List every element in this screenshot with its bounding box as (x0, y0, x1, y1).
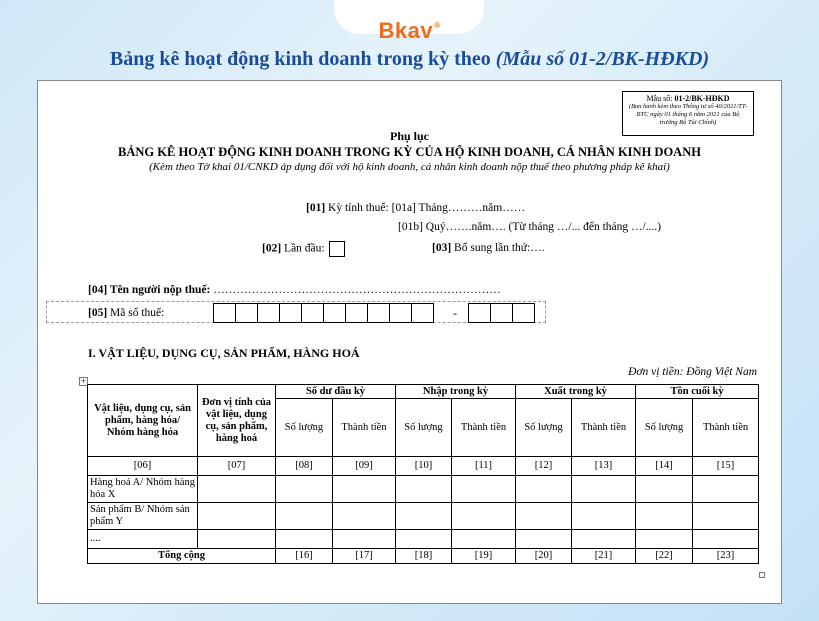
registered-mark: ® (434, 21, 441, 30)
section-1-title: I. VẬT LIỆU, DỤNG CỤ, SẢN PHẨM, HÀNG HOÁ (88, 346, 360, 360)
table-resize-handle-icon[interactable] (759, 572, 765, 578)
sub-amount: Thành tiền (333, 399, 396, 457)
taxpayer-name-line: [04] Tên người nộp thuế: ………………………………………………………………… (88, 284, 501, 296)
code-row: [06] [07] [08] [09] [10] [11] [12] [13] [14] [15] (88, 457, 759, 476)
document-heading: BẢNG KÊ HOẠT ĐỘNG KINH DOANH TRONG KỲ CỦA HỘ KINH DOANH, CÁ NHÂN KINH DOANH (118, 145, 701, 159)
supplement-line: [03] Bổ sung lần thứ:…. (432, 242, 545, 254)
tax-code-label: [05] Mã số thuế: (88, 307, 165, 319)
tax-period-line: [01] Kỳ tính thuế: [01a] Tháng………năm…… (306, 202, 526, 214)
tax-code-cells[interactable] (214, 303, 434, 323)
banner-title (0, 48, 819, 71)
first-time-checkbox[interactable] (329, 241, 345, 257)
currency-unit: Đơn vị tiền: Đồng Việt Nam (628, 366, 757, 378)
banner-title-plain: Bảng kê hoạt động kinh doanh trong kỳ theo (109, 48, 491, 70)
col-unit-header: Đơn vị tính của vật liệu, dụng cụ, sản phẩm, hàng hoá (198, 385, 276, 457)
group-exports: Xuất trong kỳ (516, 385, 636, 399)
table-move-handle-icon[interactable]: + (80, 377, 87, 385)
form-code: Mẫu số: 01-2/BK-HĐKD (646, 94, 730, 103)
table-row: Sản phẩm B/ Nhóm sản phẩm Y (88, 503, 759, 530)
sub-qty: Số lượng (276, 399, 333, 457)
sub-amount: Thành tiền (693, 399, 759, 457)
table-row: Hàng hoá A/ Nhóm hàng hóa X (88, 476, 759, 503)
sub-qty: Số lượng (516, 399, 572, 457)
appendix-title: Phụ lục (389, 129, 429, 143)
first-time-line: [02] Lần đầu: (262, 241, 345, 257)
sub-qty: Số lượng (636, 399, 693, 457)
table-row: .... (88, 530, 759, 549)
form-code-note: (Ban hành kèm theo Thông tư số 40/2021/TT-BTC ngày 01 tháng 6 năm 2021 của Bộ trưởng Bộ Tài Chính) (628, 103, 748, 126)
document-subheading: (Kèm theo Tờ khai 01/CNKD áp dụng đối với hộ kinh doanh, cá nhân kinh doanh nộp thuế theo phương pháp kê khai) (149, 161, 670, 173)
tax-code-separator: - (453, 306, 457, 320)
group-imports: Nhập trong kỳ (396, 385, 516, 399)
form-document (37, 80, 782, 604)
tax-quarter-line: [01b] Quý…….năm…. (Từ tháng …/... đến tháng …/....) (398, 221, 662, 233)
inventory-table (87, 384, 759, 564)
sub-amount: Thành tiền (572, 399, 636, 457)
total-row: Tổng cộng [16] [17] [18] [19] [20] [21] [22] [23] (88, 549, 759, 564)
sub-amount: Thành tiền (452, 399, 516, 457)
group-opening-balance: Số dư đầu kỳ (276, 385, 396, 399)
col-item-header: Vật liệu, dụng cụ, sản phẩm, hàng hóa/ Nhóm hàng hóa (88, 385, 198, 457)
banner-title-italic: (Mẫu số 01-2/BK-HĐKD) (495, 48, 710, 70)
bkav-logo: Bkav® (378, 18, 441, 43)
group-closing-balance: Tồn cuối kỳ (636, 385, 759, 399)
tax-code-branch-cells[interactable] (469, 303, 535, 323)
sub-qty: Số lượng (396, 399, 452, 457)
